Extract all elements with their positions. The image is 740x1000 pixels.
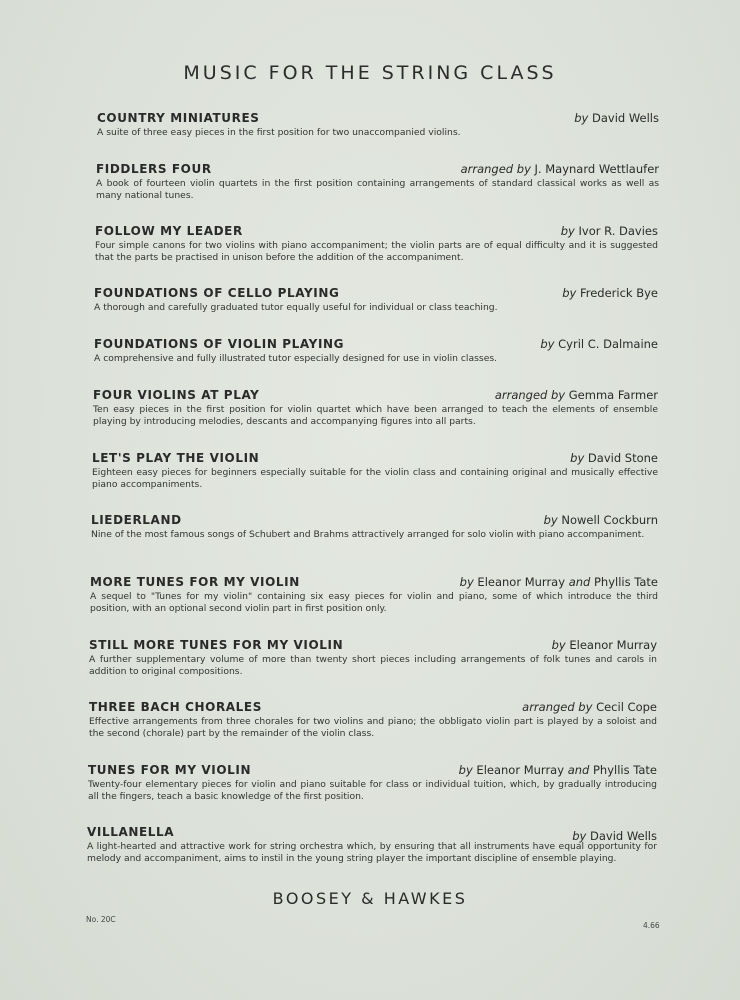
entry-title: STILL MORE TUNES FOR MY VIOLIN: [89, 638, 344, 652]
entry-four-violins: [93, 388, 658, 427]
entry-title: THREE BACH CHORALES: [89, 700, 262, 714]
entry-header: [94, 337, 658, 352]
entry-header: [94, 286, 658, 301]
entry-header: [93, 388, 658, 403]
entry-description: A sequel to "Tunes for my violin" containing six easy pieces for violin and piano, some of which introduce the third position, with an optional second violin part in first position only.: [90, 591, 658, 614]
author-name: Eleanor Murray: [569, 638, 657, 652]
entry-foundations-violin: [94, 337, 658, 365]
entry-description: Eighteen easy pieces for beginners especially suitable for the violin class and containing original and musically effective piano accompaniments.: [92, 467, 658, 490]
by-label: by: [570, 451, 585, 465]
entry-title: FIDDLERS FOUR: [96, 162, 212, 176]
entry-title: LIEDERLAND: [91, 513, 182, 527]
author-name: J. Maynard Wettlaufer: [534, 162, 659, 176]
entry-title: MORE TUNES FOR MY VIOLIN: [90, 575, 300, 589]
entry-description: Effective arrangements from three chorales for two violins and piano; the obbligato violin part is played by a soloist and the second (chorale) part by the remainder of the violin class.: [89, 716, 657, 739]
entry-header: [89, 638, 657, 653]
entry-foundations-cello: [94, 286, 658, 314]
by-label: arranged by: [522, 700, 593, 714]
entry-author: [570, 451, 658, 465]
author-name: Ivor R. Davies: [578, 224, 658, 238]
by-label: by: [551, 638, 566, 652]
author-name: Cecil Cope: [596, 700, 657, 714]
author-name: Cyril C. Dalmaine: [558, 337, 658, 351]
by-label: by: [572, 829, 587, 843]
by-label: by: [560, 224, 575, 238]
entry-title: COUNTRY MINIATURES: [97, 111, 260, 125]
page-title: MUSIC FOR THE STRING CLASS: [183, 62, 557, 84]
entry-description: A suite of three easy pieces in the first position for two unaccompanied violins.: [97, 127, 461, 138]
entry-country-miniatures: [97, 111, 659, 139]
entry-description: A book of fourteen violin quartets in the first position containing arrangements of standard classical works as well as many national tunes.: [96, 178, 659, 201]
by-label: arranged by: [494, 388, 566, 402]
entry-author: [562, 286, 658, 300]
entry-author: [461, 162, 659, 176]
entry-author: [544, 513, 658, 527]
by-label: by: [543, 513, 558, 527]
entry-header: [91, 513, 658, 528]
entry-author: [459, 763, 657, 777]
entry-description: A light-hearted and attractive work for string orchestra which, by ensuring that all instruments have equal opportunity for melody and accompaniment, aims to instil in the young string player the important discipline of ensemble playing.: [87, 841, 657, 864]
entry-description: A thorough and carefully graduated tutor equally useful for individual or class teaching.: [94, 302, 498, 313]
and-label: and: [567, 763, 590, 777]
entry-title: TUNES FOR MY VIOLIN: [88, 763, 252, 777]
entry-title: FOUNDATIONS OF VIOLIN PLAYING: [94, 337, 345, 351]
author-name: David Stone: [587, 451, 658, 465]
entry-author: [574, 111, 659, 125]
author-name: David Wells: [589, 829, 657, 843]
entry-title: FOLLOW MY LEADER: [95, 224, 243, 238]
entry-villanella: [87, 825, 657, 864]
entry-header: [90, 575, 658, 590]
author2-name: Phyllis Tate: [593, 575, 658, 589]
entry-title: FOUNDATIONS OF CELLO PLAYING: [94, 286, 340, 300]
entry-author: [522, 700, 657, 714]
by-label: by: [459, 575, 474, 589]
entry-description: Twenty-four elementary pieces for violin and piano suitable for class or individual tuition, which, by gradually introducing all the fingers, teach a basic knowledge of the first position.: [88, 779, 657, 802]
entry-author: [572, 829, 657, 843]
catalogue-number: No. 20C: [86, 915, 116, 924]
entry-author: [460, 575, 658, 589]
entry-header: [88, 763, 657, 778]
and-label: and: [568, 575, 591, 589]
entry-lets-play: [92, 451, 658, 490]
author-name: Eleanor Murray: [477, 575, 566, 589]
entry-header: [89, 700, 657, 715]
publisher-name: BOOSEY & HAWKES: [272, 889, 468, 908]
entry-title: FOUR VIOLINS AT PLAY: [93, 388, 260, 402]
entry-title: LET'S PLAY THE VIOLIN: [92, 451, 260, 465]
by-label: by: [540, 337, 555, 351]
entry-fiddlers-four: [96, 162, 659, 201]
entry-header: [95, 224, 658, 239]
entry-description: Ten easy pieces in the first position for violin quartet which have been arranged to teach the elements of ensemble playing by introducing melodies, descants and accompanying figures into all parts.: [93, 404, 658, 427]
entry-header: [92, 451, 658, 466]
entry-tunes-for-my-violin: [88, 763, 657, 802]
entry-description: A further supplementary volume of more than twenty short pieces including arrangements of folk tunes and carols in addition to original compositions.: [89, 654, 657, 677]
entry-liederland: [91, 513, 658, 541]
entry-header: [97, 111, 659, 126]
entry-header: [96, 162, 659, 177]
entry-more-tunes: [90, 575, 658, 614]
author-name: Eleanor Murray: [476, 763, 565, 777]
author-name: David Wells: [591, 111, 659, 125]
author-name: Nowell Cockburn: [561, 513, 658, 527]
by-label: arranged by: [460, 162, 531, 176]
entry-follow-my-leader: [95, 224, 658, 263]
date-code: 4.66: [643, 921, 660, 930]
entry-author: [552, 638, 657, 652]
entry-description: Nine of the most famous songs of Schubert and Brahms attractively arranged for solo violin with piano accompaniment.: [91, 529, 645, 540]
entry-still-more-tunes: [89, 638, 657, 677]
by-label: by: [562, 286, 577, 300]
entry-author: [540, 337, 658, 351]
entry-header: [87, 825, 657, 843]
entry-description: Four simple canons for two violins with piano accompaniment; the violin parts are of equal difficulty and it is suggested that the parts be practised in unison before the addition of the accompaniment.: [95, 240, 658, 263]
author-name: Gemma Farmer: [568, 388, 658, 402]
entry-title: VILLANELLA: [87, 825, 175, 839]
entry-three-bach-chorales: [89, 700, 657, 739]
author-name: Frederick Bye: [579, 286, 658, 300]
entry-author: [495, 388, 658, 402]
entry-author: [561, 224, 658, 238]
by-label: by: [574, 111, 589, 125]
by-label: by: [458, 763, 473, 777]
entry-description: A comprehensive and fully illustrated tutor especially designed for use in violin classes.: [94, 353, 498, 364]
author2-name: Phyllis Tate: [592, 763, 657, 777]
